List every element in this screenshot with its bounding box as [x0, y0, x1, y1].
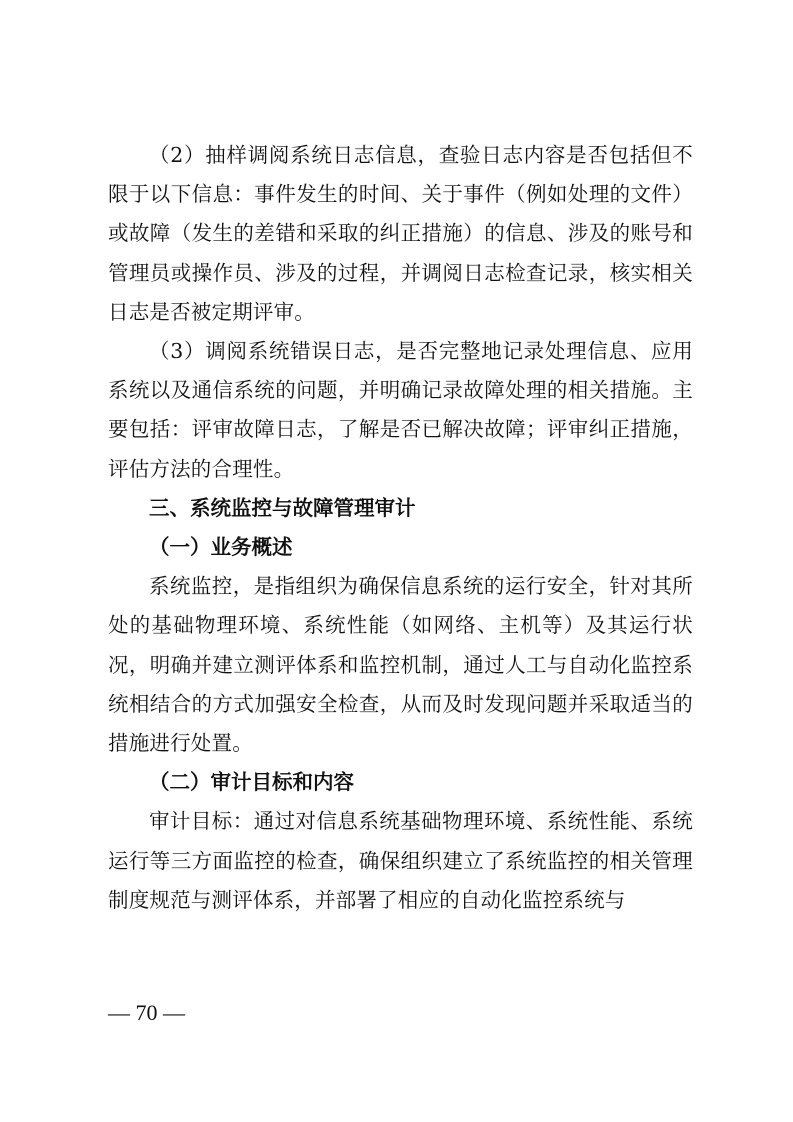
paragraph-audit-goals: 审计目标：通过对信息系统基础物理环境、系统性能、系统运行等三方面监控的检查，确保组织建立了系统监控的相关管理制度规范与测评体系，并部署了相应的自动化监控系统与: [108, 809, 693, 912]
paragraph-log-sampling: （2）抽样调阅系统日志信息，查验日志内容是否包括但不限于以下信息：事件发生的时间、关于事件（例如处理的文件）或故障（发生的差错和采取的纠正措施）的信息、涉及的账号和管理员或操作员、涉及的过程，并调阅日志检查记录，核实相关日志是否被定期评审。: [108, 143, 693, 324]
paragraph-error-log-review: （3）调阅系统错误日志，是否完整地记录处理信息、应用系统以及通信系统的问题，并明确记录故障处理的相关措施。主要包括：评审故障日志，了解是否已解决故障；评审纠正措施，评估方法的合理性。: [108, 339, 693, 481]
subsection-heading-overview: （一）业务概述: [149, 535, 293, 560]
subsection-heading-audit-goals: （二）审计目标和内容: [149, 770, 354, 795]
section-heading: 三、系统监控与故障管理审计: [149, 495, 416, 520]
paragraph-system-monitoring: 系统监控，是指组织为确保信息系统的运行安全，针对其所处的基础物理环境、系统性能（如网络、主机等）及其运行状况，明确并建立测评体系和监控机制，通过人工与自动化监控系统相结合的方式加强安全检查，从而及时发现问题并采取适当的措施进行处置。: [108, 574, 693, 756]
page-number: — 70 —: [108, 1000, 185, 1025]
document-body: [108, 136, 693, 920]
